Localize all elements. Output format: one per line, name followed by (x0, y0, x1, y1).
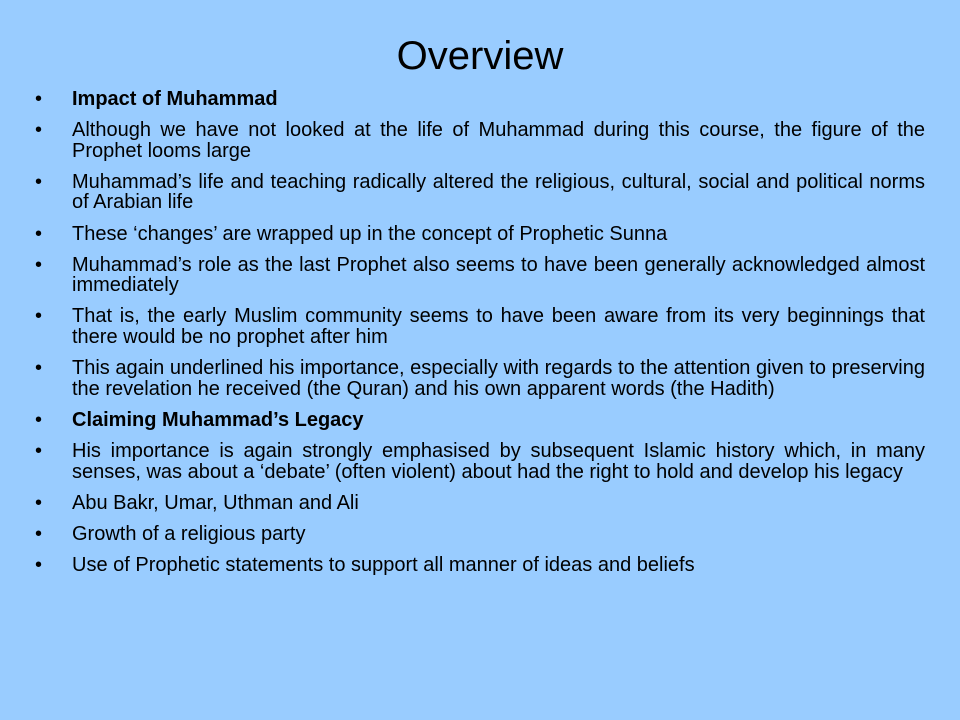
bullet-dot: • (35, 357, 43, 380)
bullet-dot: • (35, 554, 43, 577)
bullet-item (35, 555, 925, 576)
bullet-item (35, 120, 925, 161)
bullet-item (35, 306, 925, 347)
bullet-item (35, 410, 925, 431)
bullet-text: Muhammad’s life and teaching radically altered the religious, cultural, social and political norms of Arabian life (72, 170, 925, 214)
bullet-text: These ‘changes’ are wrapped up in the concept of Prophetic Sunna (72, 222, 668, 245)
bullet-item (35, 224, 925, 245)
bullet-dot: • (35, 119, 43, 142)
bullet-dot: • (35, 305, 43, 328)
bullet-dot: • (35, 222, 43, 245)
slide-title: Overview (396, 34, 564, 78)
bullet-text: Claiming Muhammad’s Legacy (72, 408, 364, 431)
bullet-text: His importance is again strongly emphasised by subsequent Islamic history which, in many senses, was about a ‘debate’ (often violent) about had the right to hold and develop his legacy (72, 440, 925, 483)
bullet-item (35, 358, 925, 399)
bullet-text: This again underlined his importance, especially with regards to the attention given to preserving the revelation he received (the Quran) and his own apparent words (the Hadith) (72, 357, 925, 400)
bullet-item (35, 172, 925, 213)
bullet-text: That is, the early Muslim community seems to have been aware from its very beginnings that there would be no prophet after him (72, 305, 925, 348)
bullet-item (35, 255, 925, 296)
bullet-dot: • (35, 408, 43, 431)
bullet-item (35, 524, 925, 545)
bullet-text: Growth of a religious party (72, 522, 306, 545)
bullet-item (35, 89, 925, 110)
bullet-item (35, 493, 925, 514)
bullet-dot: • (35, 440, 43, 462)
bullet-text: Although we have not looked at the life of Muhammad during this course, the figure of the Prophet looms large (72, 119, 925, 162)
bullet-list (35, 89, 925, 586)
bullet-dot: • (35, 170, 43, 193)
bullet-dot: • (35, 522, 43, 545)
bullet-dot: • (35, 491, 43, 514)
bullet-text: Abu Bakr, Umar, Uthman and Ali (72, 491, 359, 514)
bullet-dot: • (35, 253, 43, 276)
bullet-dot: • (35, 88, 43, 110)
bullet-text: Impact of Muhammad (72, 88, 278, 110)
bullet-text: Muhammad’s role as the last Prophet also seems to have been generally acknowledged almost immediately (72, 253, 925, 297)
bullet-item (35, 441, 925, 482)
bullet-text: Use of Prophetic statements to support all manner of ideas and beliefs (72, 554, 695, 577)
